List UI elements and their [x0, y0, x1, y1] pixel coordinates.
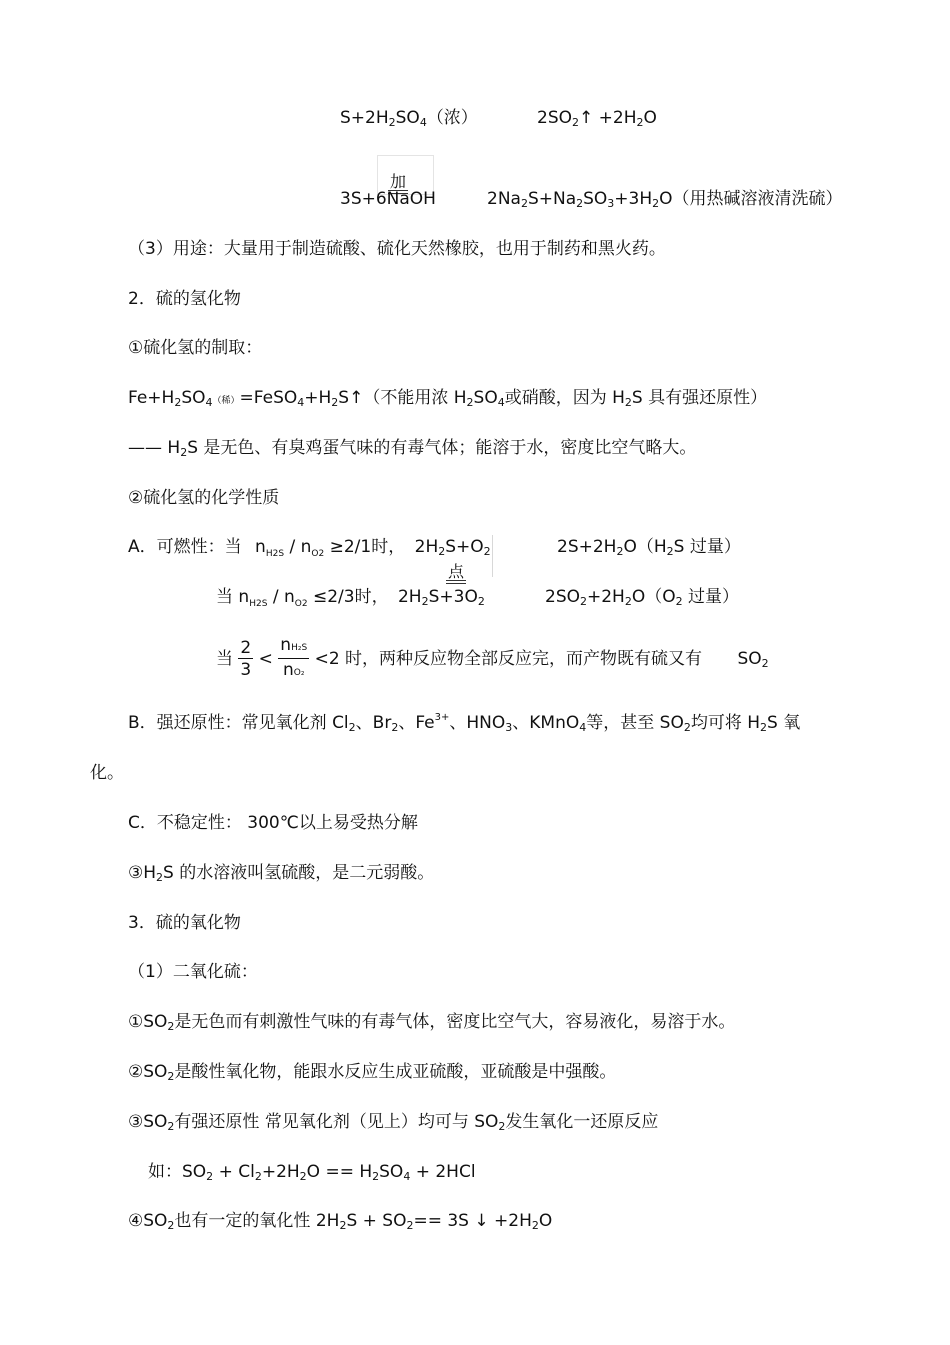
equation-s-h2so4-products: 2SO2↑ +2H2O — [537, 108, 657, 129]
section-sulfur-hydride: 2．硫的氢化物 — [128, 289, 241, 309]
equation-s-naoh: 3S+6NaOH — [340, 189, 436, 209]
fraction-two-thirds: $\frac{2}{3}$ — [240, 637, 252, 680]
equation-s-naoh-products: 2Na2S+Na2SO3+3H2O（用热碱溶液清洗硫） — [487, 189, 843, 210]
equation-fe-h2so4: Fe+H2SO4（稀）=FeSO4+H2S↑（不能用浓 H2SO4或硝酸，因为 H2S 具有强还原性） — [128, 388, 768, 409]
flammability-line-2: 当 $n_{H2S} / n_{O2} \le 2/3$时， 2H2S+3O2 — [216, 587, 485, 609]
flammability-products-1: 2S+2H2O（H2S 过量） — [557, 537, 741, 558]
so2-property-4: ④SO2也有一定的氧化性 2H2S + SO2== 3S ↓ +2H2O — [128, 1211, 553, 1232]
h2s-preparation-title: ①硫化氢的制取： — [128, 338, 263, 358]
so2-heading: （1）二氧化硫： — [128, 962, 258, 982]
strong-reducibility-line-cont: 化。 — [90, 763, 124, 783]
so2-example-equation: 如：SO2 + Cl2+2H2O == H2SO4 + 2HCl — [148, 1162, 476, 1183]
reaction-condition-heat: 加 — [390, 172, 407, 191]
equation-s-h2so4: S+2H2SO4（浓） — [340, 108, 478, 129]
so2-property-3: ③SO2有强还原性 常见氧化剂（见上）均可与 SO2发生氧化一还原反应 — [128, 1112, 659, 1133]
divider-line — [492, 535, 493, 577]
flammability-products-2: 2SO2+2H2O（O2 过量） — [545, 587, 740, 608]
h2s-physical-properties: —— H2S 是无色、有臭鸡蛋气味的有毒气体；能溶于水，密度比空气略大。 — [128, 438, 697, 459]
strong-reducibility-line: B．强还原性：常见氧化剂 Cl2、Br2、$Fe^{3+}$、HNO3、KMnO4等，甚至 SO2均可将 H2S 氧 — [128, 712, 801, 734]
sulfur-uses: （3）用途：大量用于制造硫酸、硫化天然橡胶，也用于制药和黑火药。 — [128, 239, 666, 259]
instability-line: C．不稳定性： 300℃以上易受热分解 — [128, 813, 418, 833]
section-sulfur-oxides: 3．硫的氧化物 — [128, 913, 241, 933]
fraction-mole-ratio: $\frac{\text{nH₂S}}{\text{nO₂}}$ — [280, 634, 308, 680]
flammability-line-3: 当 $\frac{2}{3}$ < $\frac{\text{nH₂S}}{\text{nO₂}}$ <2 时，两种反应物全部反应完，而产物既有硫又有 SO2 — [216, 634, 769, 686]
so2-property-2: ②SO2是酸性氧化物，能跟水反应生成亚硫酸，亚硫酸是中强酸。 — [128, 1062, 617, 1083]
hydrosulfuric-acid-line: ③H2S 的水溶液叫氢硫酸，是二元弱酸。 — [128, 863, 435, 884]
flammability-line: A．可燃性：当 $n_{H2S} / n_{O2} \ge 2/1$时， 2H2S+O2 — [128, 537, 491, 559]
h2s-chemical-properties-title: ②硫化氢的化学性质 — [128, 488, 280, 508]
so2-property-1: ①SO2是无色而有刺激性气味的有毒气体，密度比空气大，容易液化，易溶于水。 — [128, 1012, 736, 1033]
reaction-condition-ignite: 点 — [448, 562, 465, 581]
